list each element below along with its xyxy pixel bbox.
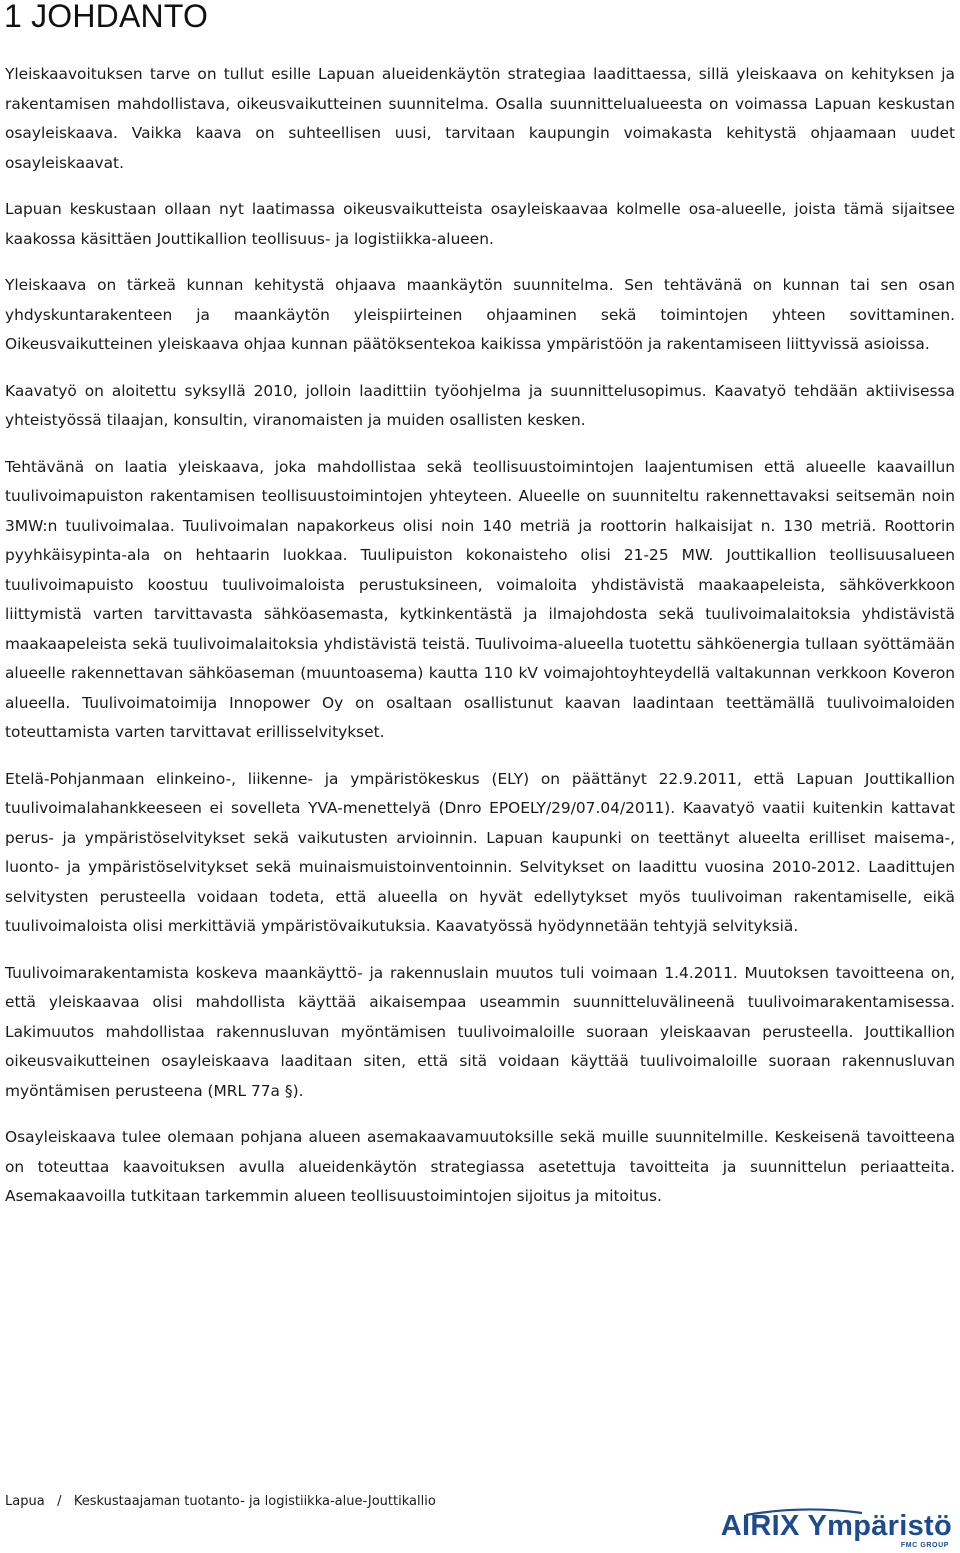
paragraph-1: Yleiskaavoituksen tarve on tullut esille Lapuan alueidenkäytön strategiaa laadittaessa, sillä yleiskaava on kehityksen ja rakentamisen mahdollistava, oikeusvaikutteinen suunnitelma. Osalla suunnittelualueesta on voimassa Lapuan keskustan osayleiskaava. Vaikka kaava on suhteellisen uusi, tarvitaan kaupungin voimakasta kehitystä ohjaamaan uudet osayleiskaavat. xyxy=(5,65,955,172)
paragraph-7: Tuulivoimarakentamista koskeva maankäyttö- ja rakennuslain muutos tuli voimaan 1.4.2011. Muutoksen tavoitteena on, että yleiskaavaa olisi mahdollista käyttää aikaisempaa useammin suunnitteluvälineenä tuulivoimarakentamisessa. Lakimuutos mahdollistaa rakennusluvan myöntämisen tuulivoimaloille suoraan yleiskaavan perusteella. Jouttikallion oikeusvaikutteinen osayleiskaava laaditaan siten, että sitä voidaan käyttää tuulivoimaloille suoraan rakennusluvan myöntämisen perusteena (MRL 77a §). xyxy=(5,963,955,1100)
page-footer: Lapua / Keskustaajaman tuotanto- ja logistiikka-alue-Jouttikallio xyxy=(5,1494,436,1509)
paragraph-2: Lapuan keskustaan ollaan nyt laatimassa oikeusvaikutteista osayleiskaavaa kolmelle osa-alueelle, joista tämä sijaitsee kaakossa käsittäen Jouttikallion teollisuus- ja logistiikka-alueen. xyxy=(5,200,955,248)
paragraph-6: Etelä-Pohjanmaan elinkeino-, liikenne- ja ympäristökeskus (ELY) on päättänyt 22.9.2011, että Lapuan Jouttikallion tuulivoimalahankkeeseen ei sovelleta YVA-menettelyä (Dnro EPOELY/29/07.04/2011). Kaavatyö vaatii kuitenkin kattavat perus- ja ympäristöselvitykset sekä vaikutusten arvioinnin. Lapuan kaupunki on teettänyt alueelta erilliset maisema-, luonto- ja ympäristöselvitykset sekä muinaismuistoinventoinnin. Selvitykset on laadittu vuosina 2010-2012. Laadittujen selvitysten perusteella voidaan todeta, että alueella on hyvät edellytykset myös tuulivoiman rakentamiselle, eikä tuulivoimaloista olisi merkittäviä ympäristövaikutuksia. Kaavatyössä hyödynnetään tehtyjä selvityksiä. xyxy=(5,769,955,935)
logo-wordmark: AIRIX Ympäristö xyxy=(720,1510,952,1542)
paragraph-4: Kaavatyö on aloitettu syksyllä 2010, jolloin laadittiin työohjelma ja suunnittelusopimus. Kaavatyö tehdään aktiivisessa yhteistyössä tilaajan, konsultin, viranomaisten ja muiden osallisten kesken. xyxy=(5,381,955,429)
paragraph-8: Osayleiskaava tulee olemaan pohjana alueen asemakaavamuutoksille sekä muille suunnitelmille. Keskeisenä tavoitteena on toteuttaa kaavoituksen avulla alueidenkäytön strategiassa asetettuja tavoitteita ja suunnittelun periaatteita. Asemakaavoilla tutkitaan tarkemmin alueen teollisuustoimintojen sijoitus ja mitoitus. xyxy=(5,1128,955,1205)
paragraph-3: Yleiskaava on tärkeä kunnan kehitystä ohjaava maankäytön suunnitelma. Sen tehtävänä on kunnan tai sen osan yhdyskuntarakenteen ja maankäytön yleispiirteinen ohjaaminen sekä toimintojen yhteen sovittaminen. Oikeusvaikutteinen yleiskaava ohjaa kunnan päätöksentekoa kaikissa ympäristöön ja rakentamiseen liittyvissä asioissa. xyxy=(5,276,955,353)
body-text xyxy=(5,60,955,1229)
paragraph-5: Tehtävänä on laatia yleiskaava, joka mahdollistaa sekä teollisuustoimintojen laajentumisen että alueelle kaavaillun tuulivoimapuiston rakentamisen teollisuustoimintojen yhteyteen. Alueelle on suunniteltu rakennettavaksi seitsemän noin 3MW:n tuulivoimalaa. Tuulivoimalan napakorkeus olisi noin 140 metriä ja roottorin halkaisijat n. 130 metriä. Roottorin pyyhkäisypinta-ala on hehtaarin luokkaa. Tuulipuiston kokonaisteho olisi 21-25 MW. Jouttikallion teollisuusalueen tuulivoimapuisto koostuu tuulivoimaloista perustuksineen, voimaloita yhdistävistä maakaapeleista, sähköverkkoon liittymistä varten tarvittavasta sähköasemasta, kytkinkentästä ja ilmajohdosta sekä tuulivoimalaitoksia yhdistävistä maakaapeleista sekä tuulivoimalaitoksia yhdistävistä teistä. Tuulivoima-alueella tuotettu sähköenergia tullaan syöttämään alueelle rakennettavan sähköaseman (muuntoasema) kautta 110 kV voimajohtoyhteydellä valtakunnan verkkoon Koveron alueella. Tuulivoimatoimija Innopower Oy on osaltaan osallistunut kaavan laadintaan teettämällä tuulivoimaloiden toteuttamista varten tarvittavat erillisselvitykset. xyxy=(5,457,955,741)
airix-logo xyxy=(702,1511,952,1551)
chapter-heading: 1 JOHDANTO xyxy=(4,0,209,34)
logo-tagline: FMC GROUP xyxy=(900,1542,949,1549)
